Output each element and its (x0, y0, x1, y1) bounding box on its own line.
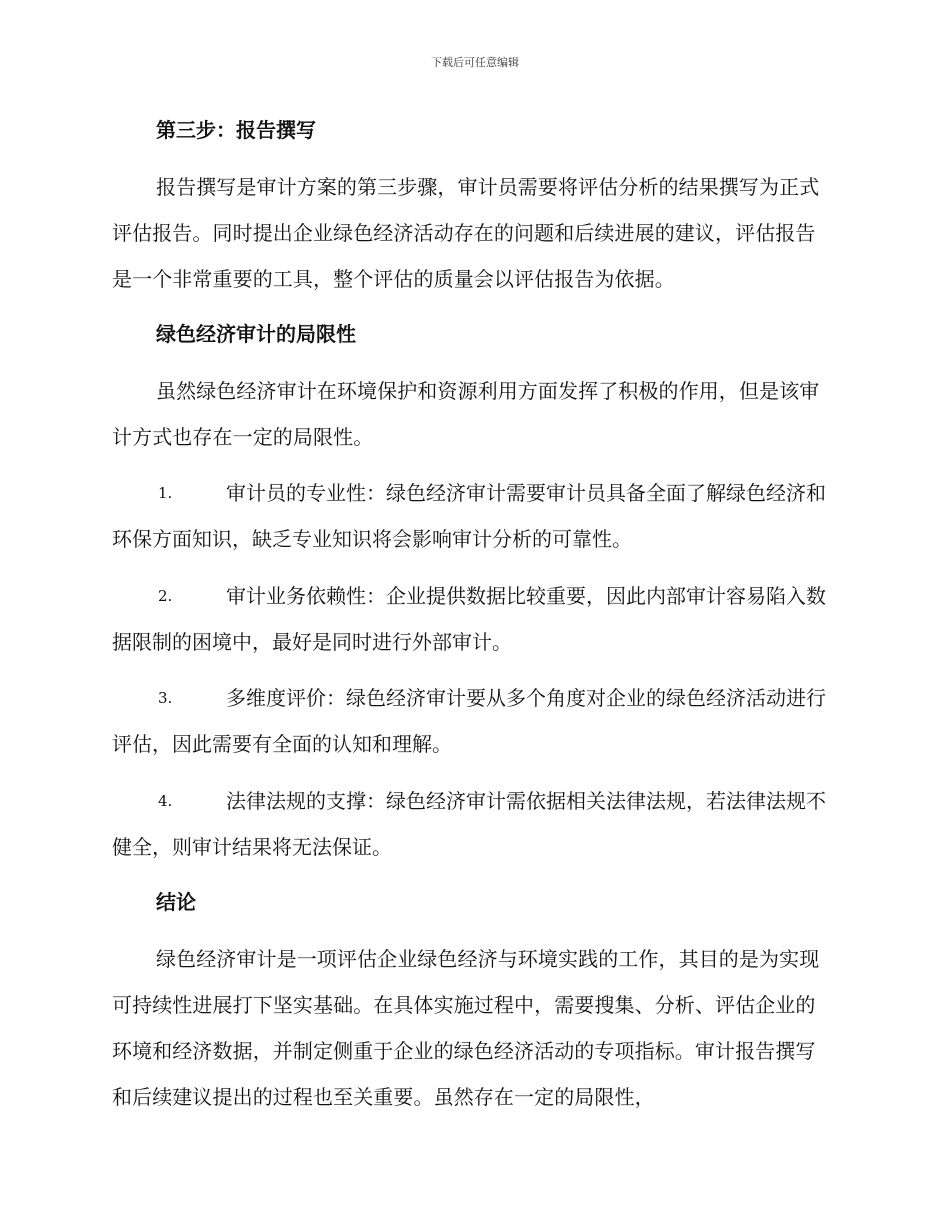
list-number: 3. (158, 689, 173, 707)
list-item-1 (112, 470, 834, 562)
heading-conclusion: 结论 (156, 890, 196, 914)
heading-limitations: 绿色经济审计的局限性 (156, 322, 356, 346)
list-number: 2. (158, 587, 173, 605)
list-text: 法律法规的支撑：绿色经济审计需依据相关法律法规，若法律法规不健全，则审计结果将无法保证。 (112, 789, 826, 859)
list-number: 1. (158, 484, 173, 502)
list-text: 审计员的专业性：绿色经济审计需要审计员具备全面了解绿色经济和环保方面知识，缺乏专业知识将会影响审计分析的可靠性。 (112, 481, 826, 551)
paragraph-conclusion: 绿色经济审计是一项评估企业绿色经济与环境实践的工作，其目的是为实现可持续性进展打下坚实基础。在具体实施过程中，需要搜集、分析、评估企业的环境和经济数据，并制定侧重于企业的绿色经济活动的专项指标。审计报告撰写和后续建议提出的过程也至关重要。虽然存在一定的局限性， (112, 947, 820, 1109)
list-text: 多维度评价：绿色经济审计要从多个角度对企业的绿色经济活动进行评估，因此需要有全面的认知和理解。 (112, 686, 826, 756)
list-item-3 (112, 675, 834, 767)
paragraph-limitations-intro: 虽然绿色经济审计在环境保护和资源利用方面发挥了积极的作用，但是该审计方式也存在一定的局限性。 (112, 379, 820, 449)
list-item-2 (112, 573, 834, 665)
page-header: 下载后可任意编辑 (431, 56, 519, 69)
list-text: 审计业务依赖性：企业提供数据比较重要，因此内部审计容易陷入数据限制的困境中，最好是同时进行外部审计。 (112, 584, 826, 654)
list-number: 4. (158, 792, 173, 810)
heading-step3: 第三步：报告撰写 (156, 118, 316, 142)
paragraph-step3: 报告撰写是审计方案的第三步骤，审计员需要将评估分析的结果撰写为正式评估报告。同时提出企业绿色经济活动存在的问题和后续进展的建议，评估报告是一个非常重要的工具，整个评估的质量会以评估报告为依据。 (112, 175, 820, 291)
list-item-4 (112, 778, 834, 870)
